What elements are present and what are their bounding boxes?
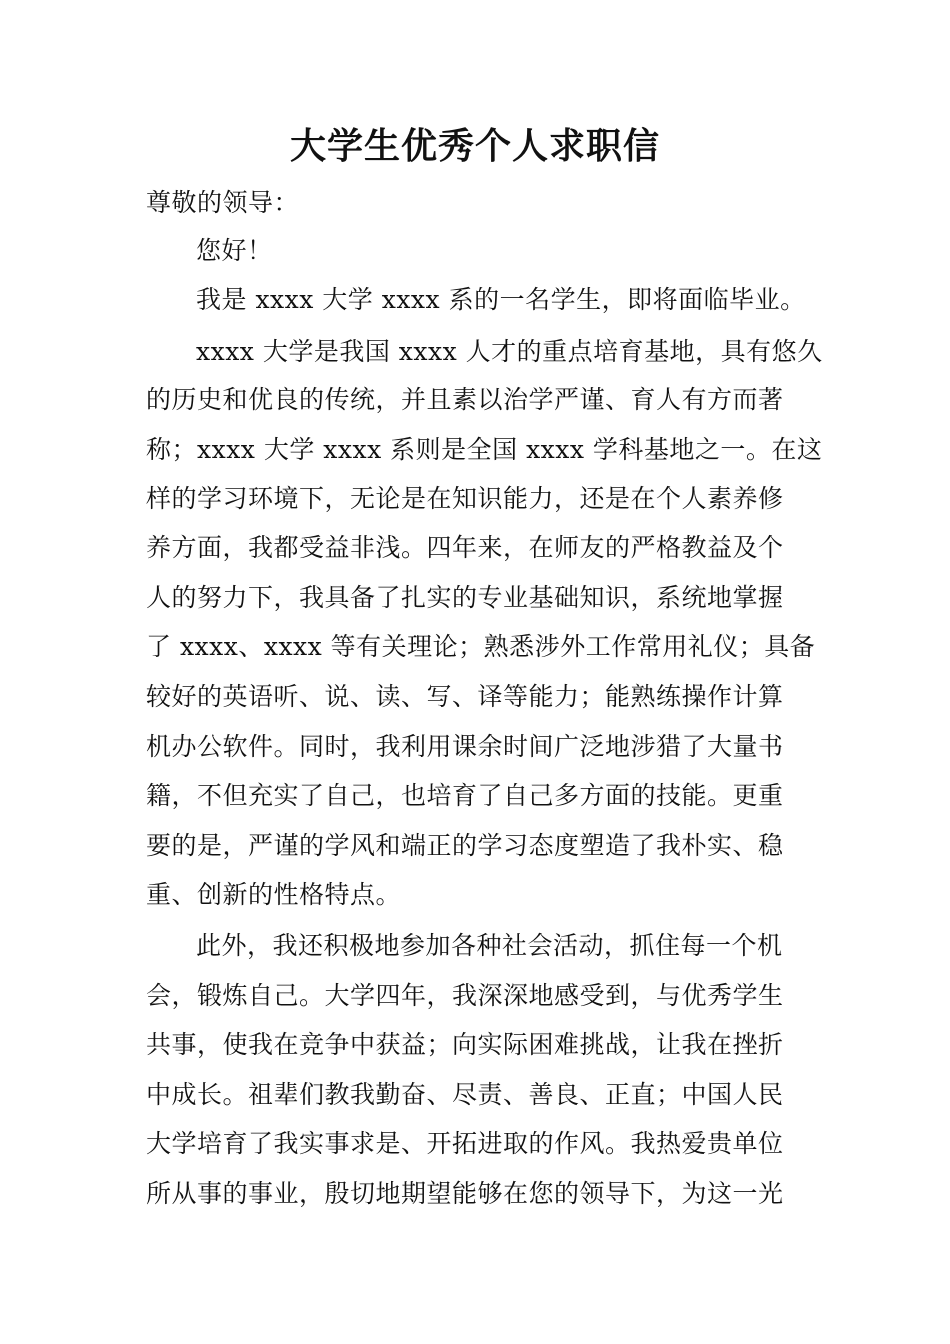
- paragraph-line: 会，锻炼自己。大学四年，我深深地感受到，与优秀学生: [146, 981, 784, 1010]
- paragraph-line: 称；xxxx 大学 xxxx 系则是全国 xxxx 学科基地之一。在这: [146, 435, 823, 464]
- paragraph-line: 机办公软件。同时，我利用课余时间广泛地涉猎了大量书: [146, 732, 784, 761]
- paragraph-line: 籍，不但充实了自己，也培育了自己多方面的技能。更重: [146, 781, 784, 810]
- paragraph-line: 人的努力下，我具备了扎实的专业基础知识，系统地掌握: [146, 583, 784, 612]
- paragraph-line: 中成长。祖辈们教我勤奋、尽责、善良、正直；中国人民: [146, 1080, 784, 1109]
- paragraph-line: 的历史和优良的传统，并且素以治学严谨、育人有方而著: [146, 385, 784, 414]
- paragraph-line: 要的是，严谨的学风和端正的学习态度塑造了我朴实、稳: [146, 831, 784, 860]
- paragraph-line: 我是 xxxx 大学 xxxx 系的一名学生，即将面临毕业。: [196, 285, 806, 314]
- paragraph-line: 此外，我还积极地参加各种社会活动，抓住每一个机: [196, 931, 783, 960]
- document-title: 大学生优秀个人求职信: [289, 126, 660, 167]
- paragraph-line: 所从事的事业，殷切地期望能够在您的领导下，为这一光: [146, 1179, 784, 1208]
- paragraph-line: 较好的英语听、说、读、写、译等能力；能熟练操作计算: [146, 682, 784, 711]
- paragraph-line: 养方面，我都受益非浅。四年来，在师友的严格教益及个: [146, 533, 784, 562]
- paragraph-line: 了 xxxx、xxxx 等有关理论；熟悉涉外工作常用礼仪；具备: [146, 632, 816, 661]
- salutation: 尊敬的领导：: [146, 188, 300, 217]
- greeting: 您好！: [196, 236, 273, 265]
- paragraph-line: 大学培育了我实事求是、开拓进取的作风。我热爱贵单位: [146, 1129, 784, 1158]
- paragraph-line: 重、创新的性格特点。: [146, 880, 402, 909]
- paragraph-line: 样的学习环境下，无论是在知识能力，还是在个人素养修: [146, 484, 784, 513]
- paragraph-line: 共事，使我在竞争中获益；向实际困难挑战，让我在挫折: [146, 1030, 784, 1059]
- paragraph-line: xxxx 大学是我国 xxxx 人才的重点培育基地，具有悠久: [196, 337, 823, 366]
